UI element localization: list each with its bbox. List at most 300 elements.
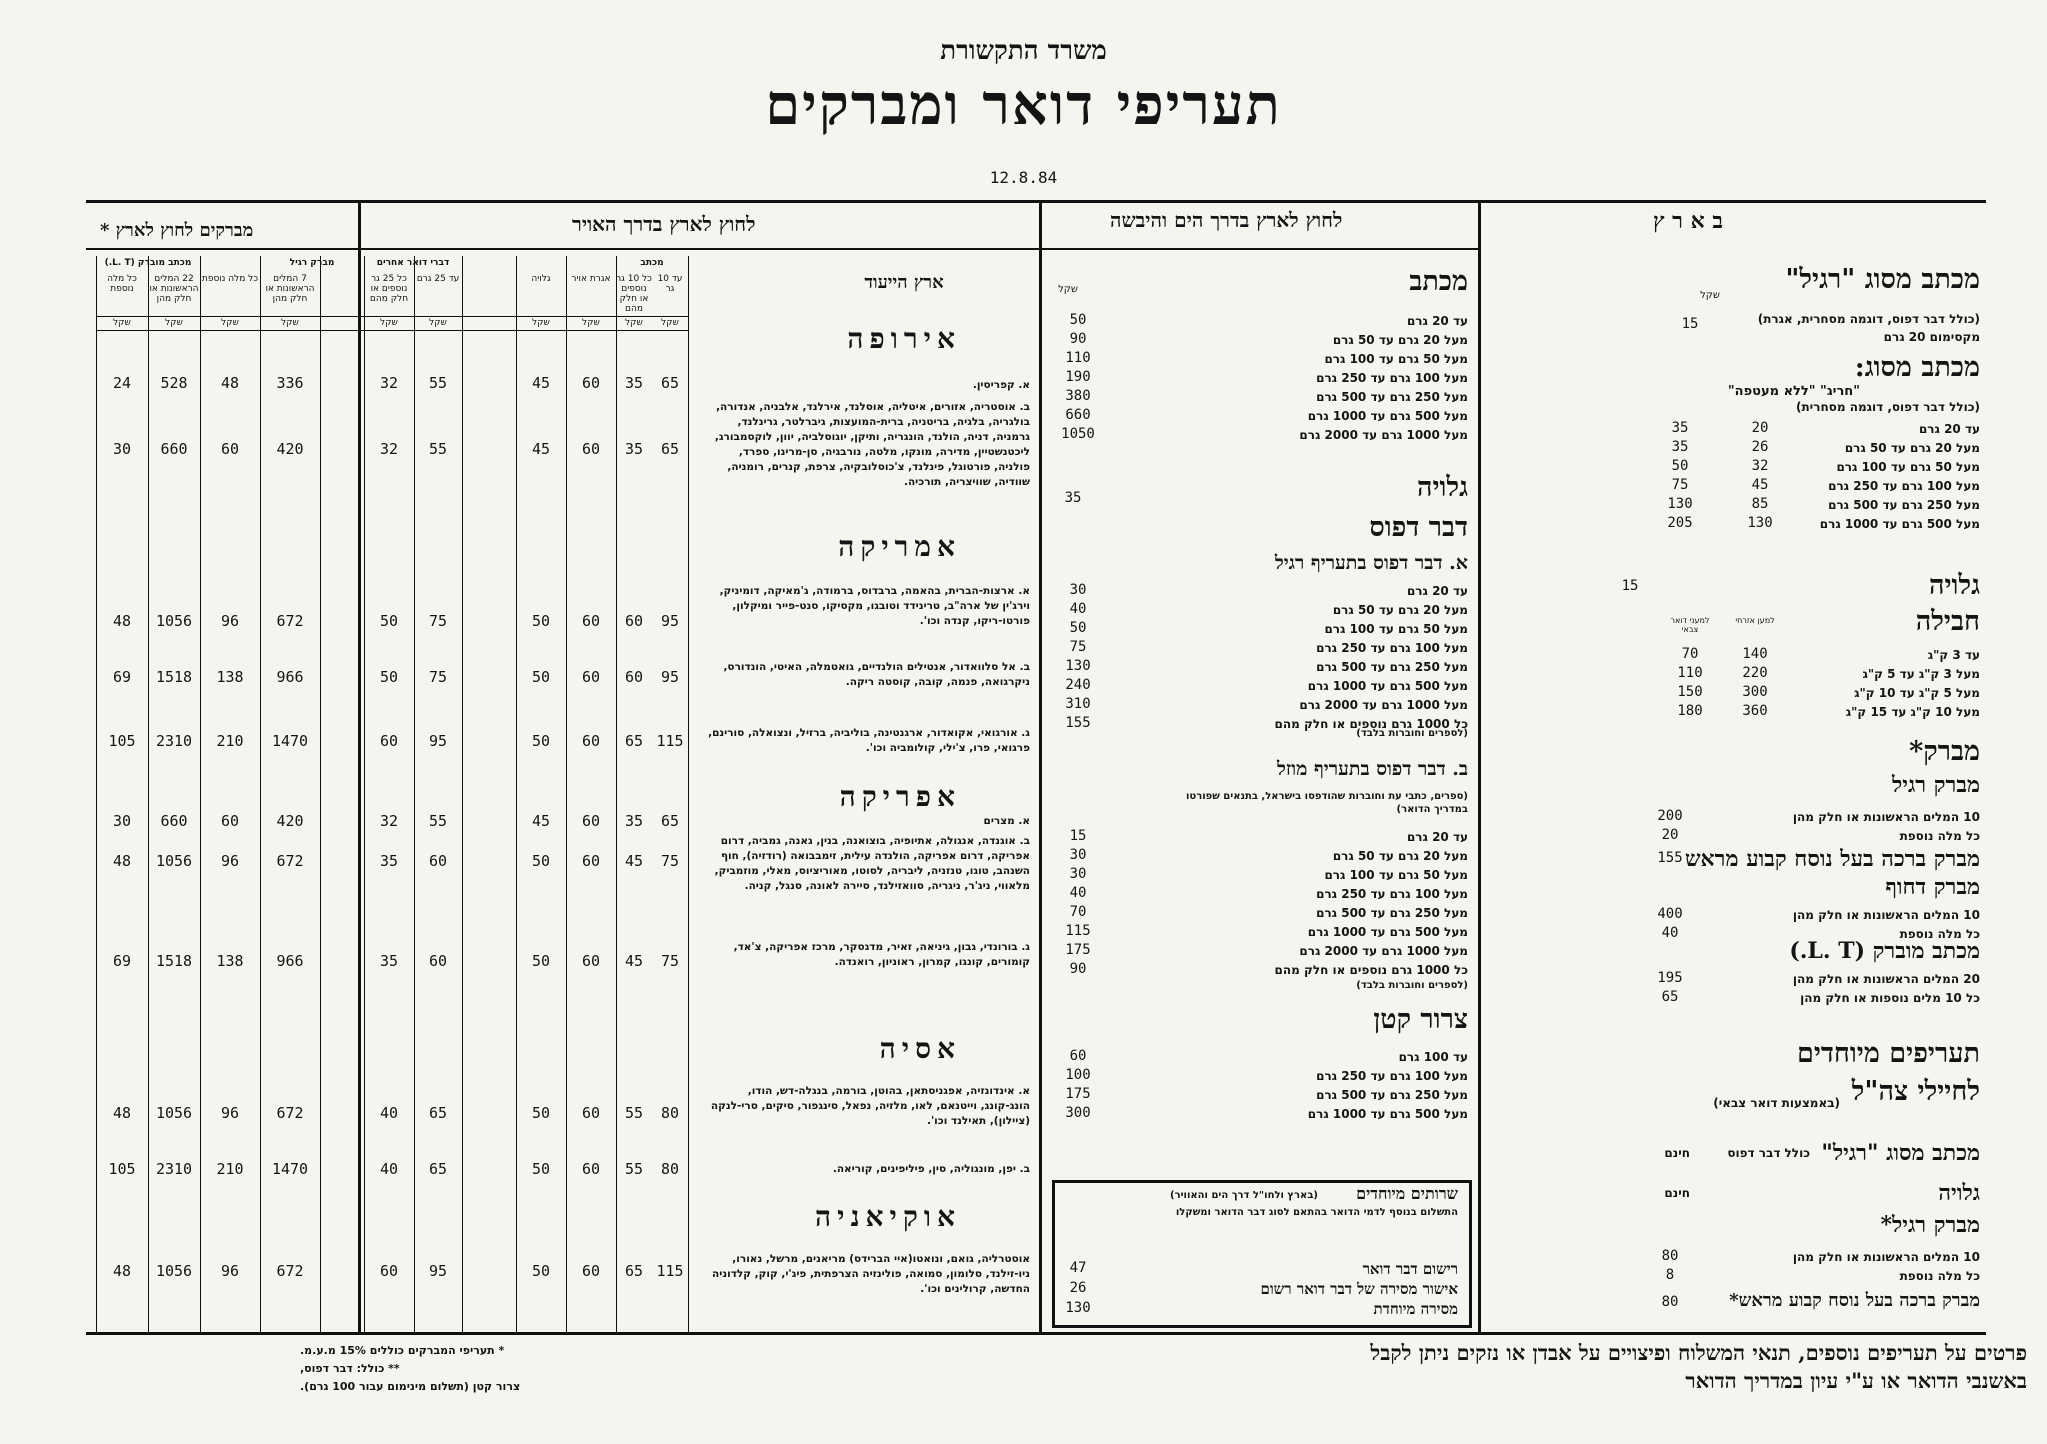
print-a-row-label: מעל 500 גרם עד 1000 גרם <box>1307 679 1468 693</box>
print-b-note2: (לספרים וחוברות בלבד) <box>1356 980 1468 991</box>
rate-cell: 35 <box>379 952 399 970</box>
rate-cell: 50 <box>379 668 399 686</box>
service-row-label: אישור מסירה של דבר דואר רשום <box>1260 1280 1458 1298</box>
service-row-value: 47 <box>1069 1260 1087 1276</box>
rate-cell: 55 <box>624 1160 644 1178</box>
rate-cell: 65 <box>428 1104 448 1122</box>
rate-cell: 95 <box>428 732 448 750</box>
rate-cell: 32 <box>379 374 399 392</box>
rate-cell: 60 <box>624 668 644 686</box>
service-row-label: רישום דבר דואר <box>1362 1260 1458 1278</box>
col-head-c4: גלויה <box>531 274 551 284</box>
packet-row-value: 60 <box>1069 1048 1087 1064</box>
rate-cell: 45 <box>531 440 551 458</box>
letter-type-row-b: 50 <box>1671 458 1689 474</box>
domestic-section <box>1480 250 1990 1330</box>
rate-cell: 48 <box>112 1262 132 1280</box>
print-a-row-value: 310 <box>1065 696 1091 712</box>
grid-unit-rule <box>96 330 688 331</box>
print-a-row-value: 40 <box>1069 601 1087 617</box>
print-b-row-label: כל 1000 גרם נוספים או חלק מהם <box>1274 963 1468 977</box>
surface-letter-row-value: 190 <box>1065 369 1091 385</box>
print-title: דבר דפוס <box>1369 512 1468 543</box>
destination-row: א. ארצות-הברית, בהאמה, ברבדוס, ברמודה, ג'מאיקה, דומיניק, וירג'ין של ארה"ב, טרינידד וטובגו, מקסיקו, סנט-פייר ומיקלון, פורטו-ריקו, קנדה וכו'. <box>719 585 1030 627</box>
rate-cell: 96 <box>220 1262 240 1280</box>
regular-max: מקסימום 20 גרם <box>1883 330 1980 344</box>
tel-urgent-row-value: 40 <box>1661 925 1679 941</box>
sp-greeting-price: 80 <box>1661 1294 1679 1310</box>
head-others-group: דברי דואר אחרים <box>376 258 450 268</box>
letter-type-row-a: 20 <box>1751 420 1769 436</box>
unit-label: שקל <box>1700 290 1720 301</box>
rate-cell: 60 <box>428 852 448 870</box>
free-1: חינם <box>1664 1146 1690 1160</box>
letter-type-row-b: 35 <box>1671 420 1689 436</box>
rate-cell: 75 <box>660 952 680 970</box>
print-a-row-value: 130 <box>1065 658 1091 674</box>
rate-cell: 60 <box>220 440 240 458</box>
rate-cell: 75 <box>428 612 448 630</box>
letter-type-row-label: מעל 100 גרם עד 250 גרם <box>1828 479 1980 493</box>
domestic-postcard-price: 15 <box>1621 578 1639 594</box>
print-b-row-value: 115 <box>1065 923 1091 939</box>
surface-letter-row-label: מעל 250 גרם עד 500 גרם <box>1316 390 1468 404</box>
rate-cell: 45 <box>531 374 551 392</box>
letter-type-heads: "חריג" "ללא מעטפה" <box>1727 384 1860 399</box>
packet-row-label: מעל 500 גרם עד 1000 גרם <box>1307 1107 1468 1121</box>
surface-letter-row-value: 90 <box>1069 331 1087 347</box>
grid-head-rule <box>96 316 688 317</box>
sp-letter-sub: כולל דבר דפוס <box>1727 1146 1810 1160</box>
rate-cell: 48 <box>112 1104 132 1122</box>
destination-head: ארץ הייעוד <box>864 272 944 293</box>
parcel-title: חבילה <box>1915 606 1980 637</box>
print-b-row-value: 15 <box>1069 828 1087 844</box>
rate-cell: 336 <box>276 374 304 392</box>
packet-row-value: 300 <box>1065 1105 1091 1121</box>
service-row-label: מסירה מיוחדת <box>1373 1300 1458 1318</box>
region-oceania: אוקיאניה <box>815 1200 961 1233</box>
col-head-c10: כל מלה נוספת <box>107 274 137 294</box>
rate-cell: 528 <box>160 374 188 392</box>
footer-line-2: באשנבי הדואר או ע"י עיון במדריך הדואר <box>1685 1368 2027 1393</box>
rate-cell: 45 <box>624 952 644 970</box>
rate-cell: 2310 <box>155 732 193 750</box>
col-unit-c5: שקל <box>429 318 447 328</box>
letter-type-row-a: 85 <box>1751 496 1769 512</box>
greeting-fixed: מברק ברכה בעל נוסח קבוע מראש <box>1684 846 1980 872</box>
print-a-row-label: מעל 100 גרם עד 250 גרם <box>1316 641 1468 655</box>
rate-cell: 55 <box>428 812 448 830</box>
letter-type-row-a: 45 <box>1751 477 1769 493</box>
packet-row-label: מעל 100 גרם עד 250 גרם <box>1316 1069 1468 1083</box>
tel-lt-row-value: 195 <box>1657 970 1683 986</box>
regular-telegram: מברק רגיל <box>1891 772 1980 798</box>
print-a-row-label: מעל 1000 גרם עד 2000 גרם <box>1299 698 1468 712</box>
sp-tel-row-label: 10 המלים הראשונות או חלק מהן <box>1792 1250 1980 1264</box>
parcel-head-military: למעני דואר צבאי <box>1670 616 1710 634</box>
print-a-row-value: 50 <box>1069 620 1087 636</box>
destination-row: ב. אל סלוואדור, אנטילים הולנדיים, גואטמלה, האיטי, הונדורס, ניקרגואה, פנמה, קובה, קוסטה ריקה. <box>723 661 1030 688</box>
rate-cell: 24 <box>112 374 132 392</box>
rate-cell: 105 <box>108 732 136 750</box>
parcel-row-military: 110 <box>1677 665 1703 681</box>
special-title-1: תעריפים מיוחדים <box>1797 1038 1980 1069</box>
rate-cell: 2310 <box>155 1160 193 1178</box>
surface-letter-row-value: 50 <box>1069 312 1087 328</box>
rate-cell: 1518 <box>155 668 193 686</box>
surface-letter-row-label: מעל 500 גרם עד 1000 גרם <box>1307 409 1468 423</box>
surface-letter-row-label: עד 20 גרם <box>1406 314 1468 328</box>
rate-cell: 69 <box>112 668 132 686</box>
rate-cell: 96 <box>220 612 240 630</box>
print-b-row-value: 70 <box>1069 904 1087 920</box>
rate-cell: 35 <box>379 852 399 870</box>
letter-type-row-a: 130 <box>1747 515 1773 531</box>
regular-price: 15 <box>1681 316 1699 332</box>
letter-type-desc: (כולל דבר דפוס, דוגמה מסחרית) <box>1796 400 1980 414</box>
rate-cell: 65 <box>660 374 680 392</box>
grid-column-line <box>688 256 689 1332</box>
service-row-value: 26 <box>1069 1280 1087 1296</box>
destination-row: ב. יפן, מונגוליה, סין, פיליפינים, קוריאה. <box>832 1163 1030 1175</box>
col-head-c6: כל 25 גר נוספים או חלק מהם <box>369 274 409 304</box>
parcel-row-military: 150 <box>1677 684 1703 700</box>
col-unit-c10: שקל <box>113 318 131 328</box>
greeting-fixed-price: 155 <box>1657 850 1683 866</box>
rate-cell: 50 <box>531 1104 551 1122</box>
services-title: שרותים מיוחדים <box>1356 1184 1458 1203</box>
sp-greeting: מברק ברכה בעל נוסח קבוע מראש* <box>1729 1290 1980 1311</box>
destination-row: ב. אוסטריה, אזורים, איטליה, אוסלנד, אירלנד, אלבניה, אנדורה, בולגריה, בלגיה, בריטניה, ברית-המועצות, גיברלטר, גרינלנד, גרמניה, דניה, הולנד, הונגריה, ותיקן, יוגוסלביה, יוון, לוקסמבורג, ליכטנשטיין, מדירה, מונקו, מלטה, נורבגיה, סן-מרינו, ספרד, פולניה, פורטוגל, פינלנד, צ'כוסלובקיה, צרפת, קנרים, רומניה, שוודיה, שוויצריה, תורכיה. <box>714 401 1030 488</box>
parcel-head-civil: למען אזרחי <box>1735 616 1775 625</box>
region-asia: אסיה <box>879 1032 961 1065</box>
rate-cell: 55 <box>624 1104 644 1122</box>
parcel-row-label: מעל 5 ק"ג עד 10 ק"ג <box>1854 686 1980 700</box>
col-unit-c3: שקל <box>582 318 600 328</box>
rate-cell: 50 <box>531 612 551 630</box>
print-a-row-label: מעל 20 גרם עד 50 גרם <box>1332 603 1468 617</box>
rate-cell: 50 <box>531 1160 551 1178</box>
destination-row: א. קפריסין. <box>972 379 1030 391</box>
parcel-row-civil: 300 <box>1742 684 1768 700</box>
rate-cell: 65 <box>660 812 680 830</box>
rate-cell: 50 <box>531 952 551 970</box>
letter-type-row-label: מעל 250 גרם עד 500 גרם <box>1828 498 1980 512</box>
letter-type-row-label: עד 20 גרם <box>1918 422 1980 436</box>
head-lt-group: מכתב מוברק (L. T.) <box>104 258 192 268</box>
surface-letter-row-value: 380 <box>1065 388 1091 404</box>
print-a-row-value: 155 <box>1065 715 1091 731</box>
tel-urgent-row-label: כל מלה נוספת <box>1899 927 1980 941</box>
ministry-name: משרד התקשורת <box>940 36 1107 66</box>
col-head-c3: אגרת אויר <box>571 274 611 284</box>
col-unit-c7: שקל <box>281 318 299 328</box>
rate-cell: 48 <box>112 852 132 870</box>
rate-cell: 1470 <box>271 1160 309 1178</box>
rate-cell: 1056 <box>155 1262 193 1280</box>
col-head-c7: 7 המלים הראשונות או חלק מהן <box>265 274 315 304</box>
rate-cell: 35 <box>624 440 644 458</box>
destination-row: אוסטרליה, גואם, ונואטו(איי הברידס) מריאנים, מרשל, נאורו, ניו-זילנד, סלומון, סמואה, פולינזיה הצרפתית, פיג'י, קוק, קלדוניה החדשה, קרולינים וכו'. <box>712 1253 1030 1295</box>
rate-cell: 60 <box>379 732 399 750</box>
rate-cell: 1470 <box>271 732 309 750</box>
col-unit-c6: שקל <box>380 318 398 328</box>
rate-cell: 35 <box>624 374 644 392</box>
parcel-row-label: מעל 3 ק"ג עד 5 ק"ג <box>1862 667 1980 681</box>
rate-cell: 65 <box>624 1262 644 1280</box>
rate-cell: 60 <box>581 374 601 392</box>
rate-cell: 1056 <box>155 612 193 630</box>
tel-lt-row-label: כל 10 מלים נוספות או חלק מהן <box>1800 991 1980 1005</box>
surface-letter-row-value: 660 <box>1065 407 1091 423</box>
surface-postcard-title: גלויה <box>1416 472 1468 503</box>
rate-cell: 672 <box>276 1262 304 1280</box>
rate-cell: 60 <box>624 612 644 630</box>
rate-cell: 50 <box>531 668 551 686</box>
print-a-row-value: 240 <box>1065 677 1091 693</box>
rate-cell: 80 <box>660 1160 680 1178</box>
col-unit-c1: שקל <box>661 318 679 328</box>
letter-type-title: מכתב מסוג: <box>1854 352 1980 383</box>
letter-type-row-label: מעל 500 גרם עד 1000 גרם <box>1819 517 1980 531</box>
rate-cell: 420 <box>276 812 304 830</box>
surface-letter-title: מכתב <box>1409 266 1468 297</box>
print-b-row-value: 90 <box>1069 961 1087 977</box>
rate-cell: 966 <box>276 668 304 686</box>
letter-type-row-b: 130 <box>1667 496 1693 512</box>
rate-cell: 60 <box>581 1262 601 1280</box>
rate-cell: 35 <box>624 812 644 830</box>
sp-tel-row-value: 8 <box>1665 1267 1675 1283</box>
destination-row: ב. אוגנדה, אנגולה, אתיופיה, בוצואנה, בנין, גאנה, גמביה, דרום אפריקה, דרום אפריקה, הולנדה עילית, זימבבואה (רודזיה), חוף השנהב, טוגו, טנזניה, ליבריה, לסוטו, מאוריציוס, מאלי, מוזמביק, מלאווי, ניג'ר, ניגריה, סוואזילנד, סיירה לאונה, סנגל, קניה. <box>714 835 1030 892</box>
letter-type-row-a: 26 <box>1751 439 1769 455</box>
letter-type-row-b: 205 <box>1667 515 1693 531</box>
regular-desc: (כולל דבר דפוס, דוגמה מסחרית, אגרת) <box>1757 312 1980 326</box>
date: 12.8.84 <box>989 168 1058 187</box>
surface-letter-row-label: מעל 20 גרם עד 50 גרם <box>1332 333 1468 347</box>
print-a-row-label: עד 20 גרם <box>1406 584 1468 598</box>
rate-cell: 60 <box>581 952 601 970</box>
col-unit-c4: שקל <box>532 318 550 328</box>
tel-regular-row-label: 10 המלים הראשונות או חלק מהן <box>1792 810 1980 824</box>
surface-section <box>1042 250 1478 1330</box>
surface-letter-row-label: מעל 1000 גרם עד 2000 גרם <box>1299 428 1468 442</box>
letter-type-row-b: 75 <box>1671 477 1689 493</box>
destination-row: א. מצרים <box>983 815 1030 827</box>
rate-cell: 96 <box>220 852 240 870</box>
rate-cell: 75 <box>428 668 448 686</box>
letter-type-row-label: מעל 50 גרם עד 100 גרם <box>1836 460 1980 474</box>
lt-title: מכתב מוברק (L. T.) <box>1789 938 1980 964</box>
region-africa: אפריקה <box>839 780 961 813</box>
tel-regular-row-value: 200 <box>1657 808 1683 824</box>
destination-row: א. אינדונזיה, אפגניסתאן, בהוטן, בורמה, בנגלה-דש, הודו, הונג-קונג, וייטנאם, לאו, מלזיה, נפאל, סינגפור, סיקים, סרי-לנקה (ציילון), תאילנד וכו'. <box>710 1085 1030 1127</box>
destination-row: ג. אורגואי, אקואדור, ארגנטינה, בוליביה, ברזיל, ונצואלה, סורינם, פרגואי, פרו, צ'ילי, קולומביה וכו'. <box>708 727 1030 754</box>
parcel-row-label: עד 3 ק"ג <box>1927 648 1980 662</box>
parcel-row-civil: 140 <box>1742 646 1768 662</box>
print-b: ב. דבר דפוס בתעריף מוזל <box>1277 758 1468 780</box>
rate-cell: 60 <box>581 732 601 750</box>
rate-cell: 210 <box>216 1160 244 1178</box>
rate-cell: 80 <box>660 1104 680 1122</box>
col-head-c2: כל 10 גר נוספים או חלק מהם <box>616 274 652 314</box>
rate-cell: 138 <box>216 668 244 686</box>
rate-cell: 50 <box>379 612 399 630</box>
packet-row-value: 100 <box>1065 1067 1091 1083</box>
grid-column-line <box>320 256 321 1332</box>
footnote-includes: ** כולל: דבר דפוס, <box>300 1362 400 1375</box>
region-europe: אירופה <box>847 322 961 355</box>
rate-cell: 69 <box>112 952 132 970</box>
rate-cell: 75 <box>660 852 680 870</box>
rate-cell: 420 <box>276 440 304 458</box>
print-a-row-value: 30 <box>1069 582 1087 598</box>
rate-cell: 60 <box>581 440 601 458</box>
surface-letter-row-value: 110 <box>1065 350 1091 366</box>
rate-cell: 1518 <box>155 952 193 970</box>
footer-line-1: פרטים על תעריפים נוספים, תנאי המשלוח ופיצויים על אבדן או נזקים ניתן לקבל <box>1370 1340 2027 1365</box>
rate-cell: 210 <box>216 732 244 750</box>
rate-cell: 96 <box>220 1104 240 1122</box>
rate-cell: 95 <box>660 612 680 630</box>
col-unit-c8: שקל <box>221 318 239 328</box>
section-air-title: לחוץ לארץ בדרך האויר <box>572 212 756 236</box>
print-b-row-value: 40 <box>1069 885 1087 901</box>
rate-cell: 138 <box>216 952 244 970</box>
print-a-row-label: כל 1000 גרם נוספים או חלק מהם <box>1274 717 1468 731</box>
rate-cell: 32 <box>379 440 399 458</box>
print-a-row-label: מעל 250 גרם עד 500 גרם <box>1316 660 1468 674</box>
col-head-c9: 22 המלים הראשונות או חלק מהן <box>149 274 199 304</box>
rate-cell: 50 <box>531 1262 551 1280</box>
col-unit-c9: שקל <box>165 318 183 328</box>
footnote-packet: צרור קטן (תשלום מינימום עבור 100 גרם). <box>300 1380 521 1393</box>
regular-letter-title: מכתב מסוג "רגיל" <box>1785 264 1980 295</box>
parcel-row-civil: 220 <box>1742 665 1768 681</box>
rate-cell: 32 <box>379 812 399 830</box>
service-row-value: 130 <box>1065 1300 1091 1316</box>
rate-cell: 45 <box>624 852 644 870</box>
print-b-row-label: מעל 500 גרם עד 1000 גרם <box>1307 925 1468 939</box>
rate-cell: 60 <box>581 1160 601 1178</box>
rate-cell: 115 <box>656 732 684 750</box>
urgent-telegram: מברק דחוף <box>1885 874 1980 900</box>
footnote-vat: * תעריפי המברקים כוללים 15% מ.ע.מ. <box>300 1344 505 1357</box>
domestic-telegram-title: מברק* <box>1909 736 1980 767</box>
region-america: אמריקה <box>838 530 961 563</box>
rate-cell: 660 <box>160 440 188 458</box>
rate-cell: 60 <box>581 612 601 630</box>
rate-cell: 30 <box>112 440 132 458</box>
section-surface-title: לחוץ לארץ בדרך הים והיבשה <box>1110 208 1343 232</box>
parcel-row-military: 180 <box>1677 703 1703 719</box>
free-2: חינם <box>1664 1186 1690 1200</box>
rate-cell: 55 <box>428 374 448 392</box>
rate-cell: 55 <box>428 440 448 458</box>
letter-type-row-b: 35 <box>1671 439 1689 455</box>
sp-postcard: גלויה <box>1938 1180 1980 1206</box>
parcel-row-civil: 360 <box>1742 703 1768 719</box>
sp-tel-row-value: 80 <box>1661 1248 1679 1264</box>
bottom-rule <box>86 1332 1986 1335</box>
rate-cell: 95 <box>428 1262 448 1280</box>
parcel-row-military: 70 <box>1681 646 1699 662</box>
rate-cell: 65 <box>624 732 644 750</box>
rate-cell: 60 <box>428 952 448 970</box>
rate-cell: 1056 <box>155 1104 193 1122</box>
rate-cell: 95 <box>660 668 680 686</box>
tel-regular-row-value: 20 <box>1661 827 1679 843</box>
print-b-row-value: 30 <box>1069 866 1087 882</box>
rate-cell: 672 <box>276 1104 304 1122</box>
surface-letter-row-value: 1050 <box>1061 426 1095 442</box>
rate-cell: 105 <box>108 1160 136 1178</box>
rate-cell: 115 <box>656 1262 684 1280</box>
tel-urgent-row-label: 10 המלים הראשונות או חלק מהן <box>1792 908 1980 922</box>
surface-letter-row-label: מעל 100 גרם עד 250 גרם <box>1316 371 1468 385</box>
print-b-row-label: מעל 20 גרם עד 50 גרם <box>1332 849 1468 863</box>
special-sub: (באמצעות דואר צבאי) <box>1713 1096 1840 1110</box>
rate-cell: 60 <box>581 852 601 870</box>
top-rule <box>86 200 1986 203</box>
special-title-2: לחיילי צה"ל <box>1851 1076 1980 1107</box>
print-b-note: (ספרים, כתבי עת וחוברות שהודפסו בישראל, בתנאים שפורטו במדריך הדואר) <box>1185 791 1468 815</box>
rate-cell: 50 <box>531 852 551 870</box>
section-telegram-title: מברקים לחוץ לארץ * <box>100 220 254 241</box>
surface-letter-row-label: מעל 50 גרם עד 100 גרם <box>1324 352 1468 366</box>
tel-regular-row-label: כל מלה נוספת <box>1899 829 1980 843</box>
print-a-row-label: מעל 50 גרם עד 100 גרם <box>1324 622 1468 636</box>
rate-cell: 966 <box>276 952 304 970</box>
rate-cell: 65 <box>660 440 680 458</box>
rate-cell: 60 <box>581 812 601 830</box>
packet-row-label: עד 100 גרם <box>1398 1050 1468 1064</box>
print-a: א. דבר דפוס בתעריף רגיל <box>1274 552 1468 574</box>
col-head-c1: עד 10 גר <box>657 274 683 294</box>
rate-cell: 45 <box>531 812 551 830</box>
tel-lt-row-label: 20 המלים הראשונות או חלק מהן <box>1792 972 1980 986</box>
rate-cell: 48 <box>112 612 132 630</box>
destination-row: ג. בורונדי, גבון, גיניאה, זאיר, מדגסקר, מרכז אפריקה, צ'אד, קומורים, קונגו, קמרון, ראוניון, רואנדה. <box>733 941 1030 968</box>
packet-row-value: 175 <box>1065 1086 1091 1102</box>
rate-cell: 60 <box>581 1104 601 1122</box>
sp-letter: מכתב מסוג "רגיל" <box>1821 1140 1980 1166</box>
letter-type-row-a: 32 <box>1751 458 1769 474</box>
tel-urgent-row-value: 400 <box>1657 906 1683 922</box>
print-b-row-label: מעל 100 גרם עד 250 גרם <box>1316 887 1468 901</box>
rate-cell: 60 <box>379 1262 399 1280</box>
packet-row-label: מעל 250 גרם עד 500 גרם <box>1316 1088 1468 1102</box>
sp-telegram: מברק רגיל* <box>1880 1212 1980 1238</box>
rate-cell: 672 <box>276 612 304 630</box>
head-regular-telegram-group: מברק רגיל <box>289 258 335 268</box>
services-note: התשלום בנוסף לדמי הדואר בהתאם לסוג דבר הדואר ומשקלו <box>1175 1207 1458 1218</box>
rate-cell: 1056 <box>155 852 193 870</box>
surface-postcard-price: 35 <box>1064 490 1082 506</box>
packet-title: צרור קטן <box>1373 1004 1468 1035</box>
col-head-c5: עד 25 גרם <box>416 274 460 284</box>
rate-cell: 50 <box>531 732 551 750</box>
print-b-row-value: 175 <box>1065 942 1091 958</box>
sp-tel-row-label: כל מלה נוספת <box>1899 1269 1980 1283</box>
rate-cell: 60 <box>581 668 601 686</box>
page-title: תעריפי דואר ומברקים <box>765 72 1282 138</box>
rate-cell: 672 <box>276 852 304 870</box>
col-head-c8: כל מלה נוספת <box>201 274 259 284</box>
rate-cell: 40 <box>379 1104 399 1122</box>
print-b-row-label: עד 20 גרם <box>1406 830 1468 844</box>
